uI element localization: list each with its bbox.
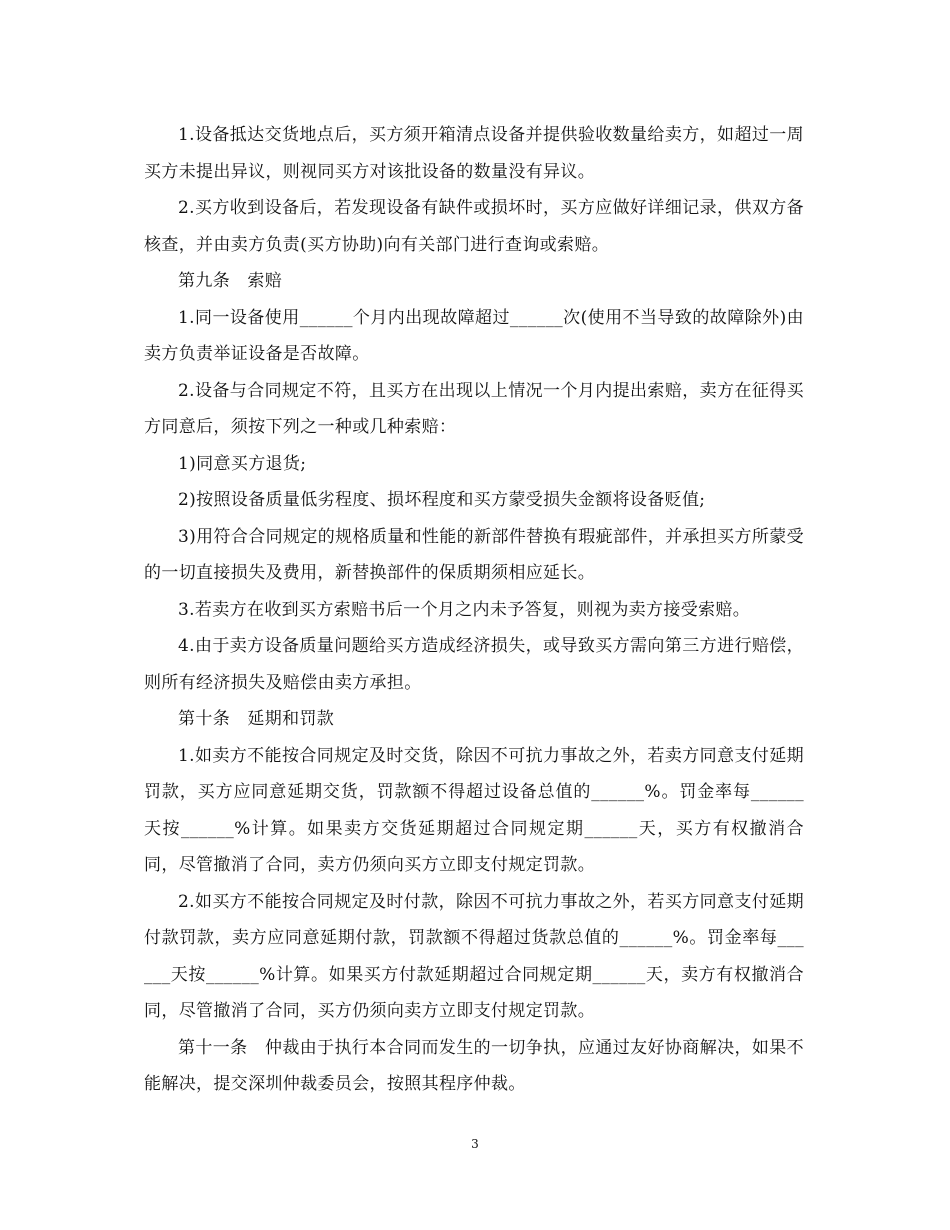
section-heading-article-9: 第九条 索赔: [178, 271, 283, 291]
document-body: [144, 117, 804, 1103]
paragraph-fault-limit: 1.同一设备使用______个月内出现故障超过______次(使用不当导致的故障除外)由卖方负责举证设备是否故障。: [144, 307, 804, 364]
paragraph-claim-options: 2.设备与合同规定不符，且买方在出现以上情况一个月内提出索赔，卖方在征得买方同意后，须按下列之一种或几种索赔：: [144, 380, 804, 437]
paragraph-option-replace: 3)用符合合同规定的规格质量和性能的新部件替换有瑕疵部件，并承担买方所蒙受的一切直接损失及费用，新替换部件的保质期须相应延长。: [144, 526, 804, 583]
page-number: 3: [471, 1137, 479, 1151]
paragraph-delivery-count: 1.设备抵达交货地点后，买方须开箱清点设备并提供验收数量给卖方，如超过一周买方未提出异议，则视同买方对该批设备的数量没有异议。: [144, 125, 804, 182]
paragraph-economic-loss: 4.由于卖方设备质量问题给买方造成经济损失，或导致买方需向第三方进行赔偿，则所有经济损失及赔偿由卖方承担。: [144, 636, 804, 693]
paragraph-seller-delay: 1.如卖方不能按合同规定及时交货，除因不可抗力事故之外，若卖方同意支付延期罚款，买方应同意延期交货，罚款额不得超过设备总值的______%。罚金率每______天按______%计算。如果卖方交货延期超过合同规定期______天，买方有权撤消合同，尽管撤消了合同，卖方仍须向买方立即支付规定罚款。: [144, 745, 804, 875]
paragraph-arbitration: 第十一条 仲裁由于执行本合同而发生的一切争执，应通过友好协商解决，如果不能解决，提交深圳仲裁委员会，按照其程序仲裁。: [144, 1037, 804, 1094]
paragraph-claim-reply: 3.若卖方在收到买方索赔书后一个月之内未予答复，则视为卖方接受索赔。: [178, 599, 751, 620]
paragraph-option-return: 1)同意买方退货;: [178, 453, 307, 474]
paragraph-option-depreciate: 2)按照设备质量低劣程度、损坏程度和买方蒙受损失金额将设备贬值;: [178, 490, 706, 510]
section-heading-article-10: 第十条 延期和罚款: [178, 709, 335, 729]
paragraph-damage-record: 2.买方收到设备后，若发现设备有缺件或损坏时，买方应做好详细记录，供双方备核查，并由卖方负责(买方协助)向有关部门进行查询或索赔。: [144, 198, 804, 255]
paragraph-buyer-delay: 2.如买方不能按合同规定及时付款，除因不可抗力事故之外，若买方同意支付延期付款罚款，卖方应同意延期付款，罚款额不得超过货款总值的______%。罚金率每______天按______%计算。如果买方付款延期超过合同规定期______天，卖方有权撤消合同，尽管撤消了合同，买方仍须向卖方立即支付规定罚款。: [144, 891, 804, 1021]
